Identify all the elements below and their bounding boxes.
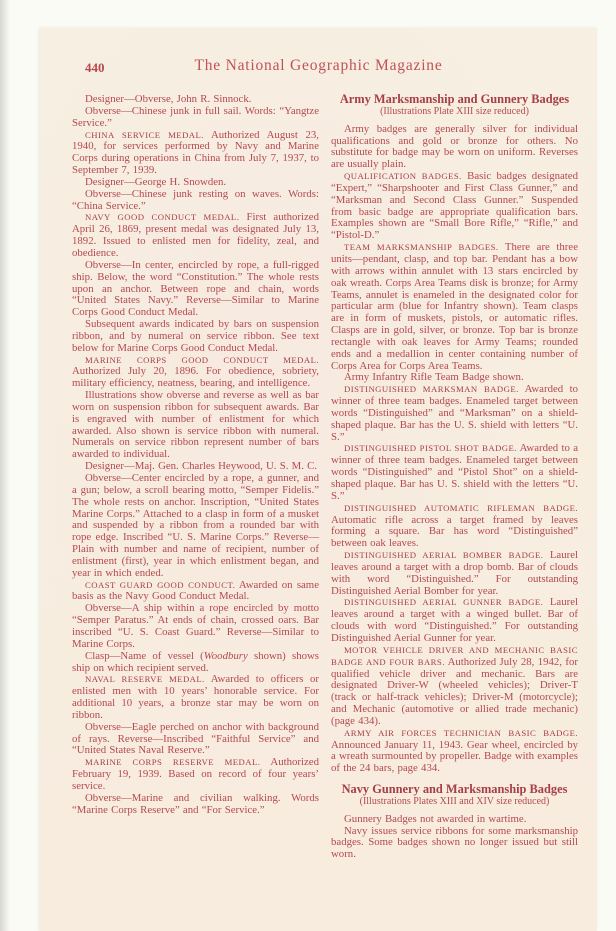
text-run: Authorized February 19, 1939. Based on record of four years’ service.: [72, 756, 319, 792]
text-run: DISTINGUISHED AERIAL BOMBER BADGE.: [344, 550, 544, 561]
paragraph: [331, 550, 578, 597]
paragraph: [72, 189, 319, 213]
text-run: Navy Gunnery and Marksmanship Badges: [341, 782, 568, 797]
text-run: NAVAL RESERVE MEDAL.: [85, 674, 205, 685]
text-run: Awarded to winner of three team badges. Enameled target between words “Distinguished” and “Marksman” on a shield-shaped plaque. Bar has the U. S. shield with letters “U. S.”: [331, 383, 578, 443]
text-run: DISTINGUISHED PISTOL SHOT BADGE.: [344, 443, 517, 454]
text-run: Laurel leaves around a target with a winged bullet. Bar of clouds with word “Distinguished.” For outstanding Distinguished Aerial Gunner for year.: [331, 596, 578, 644]
text-run: DISTINGUISHED AUTOMATIC RIFLEMAN BADGE.: [344, 502, 578, 513]
paragraph: [331, 124, 578, 171]
text-run: Army badges are generally silver for individual qualifications and gold or bronze for others. No substitute for badge may be worn on uniform. Reverses are usually plain.: [331, 122, 578, 171]
text-run: Authorized July 28, 1942, for qualified vehicle driver and mechanic. Bars are designated Driver-W (wheeled vehicles); Driver-T (track or half-track vehicles); Driver-M (motorcycle); and Mechanic (automotive or allied trade mechanic) (page 434).: [331, 655, 578, 727]
text-run: Army Infantry Rifle Team Badge shown.: [344, 371, 524, 384]
text-run: (Illustrations Plate XIII size reduced): [380, 105, 529, 117]
page-title: The National Geographic Magazine: [194, 57, 443, 74]
text-run: DISTINGUISHED MARKSMAN BADGE.: [344, 384, 519, 395]
text-run: QUALIFICATION BADGES.: [344, 171, 462, 182]
paragraph: [72, 355, 319, 391]
paragraph: [72, 757, 319, 793]
paragraph: [331, 443, 578, 502]
text-run: Navy issues service ribbons for some marksmanship badges. Some badges shown no longer issued but still worn.: [331, 824, 578, 861]
paragraph: [331, 645, 578, 728]
text-run: Announced January 11, 1943. Gear wheel, encircled by a wreath surmounted by propeller. Badge with examples of the 24 bars, page 434.: [331, 738, 578, 775]
text-run: COAST GUARD GOOD CONDUCT.: [85, 579, 236, 590]
text-run: First authorized April 26, 1869, present medal was designated July 13, 1892. Issued to enlisted men for fidelity, zeal, and obedience.: [72, 211, 319, 259]
paragraph: [331, 171, 578, 242]
text-run: There are three units—pendant, clasp, and top bar. Pendant has a bow with arrows within annulet with 13 stars encircled by oak wreath. Corps Area Teams disk is bronze; for Army Teams, annulet is enameled in the designated color for particular arm (blue for Infantry shown). Team clasps are in form of muskets, pistols, or automatic rifles. Clasps are in gold, silver, or bronze. Top bar is bronze rectangle with oak leaves for Army Teams; rounded ends and a medallion in center containing number of Corps Area for Corps Area Teams.: [331, 241, 578, 372]
text-run: Automatic rifle across a target framed by leaves forming a square. Bar has word “Distinguished” between oak leaves.: [331, 513, 578, 550]
text-run: TEAM MARKSMANSHIP BADGES.: [344, 242, 499, 253]
paragraph: [72, 260, 319, 319]
text-run: Obverse—Eagle perched on anchor with background of rays. Reverse—Inscribed “Faithful Service” and “United States Naval Reserve.”: [72, 720, 319, 757]
paragraph: [331, 242, 578, 372]
paragraph: [331, 597, 578, 644]
text-run: Obverse—Center encircled by a rope, a gunner, and a gun; below, a scroll bearing motto, “Semper Fidelis.” The whole rests on anchor. Inscription, “United States Marine Corps.” Attached to a clasp in form of a musket and suspended by a ribbon from a rounded bar with rope edge. Inscribed “U. S. Marine Corps.” Reverse—Plain with number and name of recipient, number of enlistment (first), year in which enlistment began, and year in which ended.: [72, 472, 319, 579]
text-run: CHINA SERVICE MEDAL.: [85, 129, 204, 140]
paragraph: [72, 580, 319, 604]
text-run: Woodbury: [203, 649, 248, 662]
paragraph: [72, 674, 319, 721]
text-run: Gunnery Badges not awarded in wartime.: [344, 812, 527, 825]
text-run: Designer—George H. Snowden.: [85, 175, 227, 188]
text-run: MARINE CORPS RESERVE MEDAL.: [85, 757, 261, 768]
text-run: Authorized August 23, 1940, for services performed by Navy and Marine Corps during operations in China from July 7, 1937, to September 7, 1939.: [72, 128, 319, 177]
plate-note: [331, 796, 578, 808]
plate-note: [331, 106, 578, 118]
paragraph: [331, 728, 578, 775]
paragraph: [331, 503, 578, 550]
page-number: 440: [85, 60, 105, 75]
magazine-page: [40, 28, 597, 931]
text-run: Army Marksmanship and Gunnery Badges: [339, 92, 570, 106]
text-run: Obverse—In center, encircled by rope, a full-rigged ship. Below, the word “Constitution.” The whole rests upon an anchor. Between rope and chain, words “United States Navy.” Reverse—Similar to Marine Corps Good Conduct Medal.: [72, 258, 319, 319]
text-run: MOTOR VEHICLE DRIVER AND MECHANIC BASIC BADGE AND FOUR BARS.: [331, 644, 578, 667]
text-run: Subsequent awards indicated by bars on suspension ribbon, and by numeral on service ribbon. See text below for Marine Corps Good Conduct Medal.: [72, 318, 319, 354]
text-run: NAVY GOOD CONDUCT MEDAL.: [85, 212, 240, 223]
text-run: Obverse—Marine and civilian walking. Words “Marine Corps Reserve” and “For Service.”: [72, 791, 319, 816]
text-run: DISTINGUISHED AERIAL GUNNER BADGE.: [344, 597, 544, 608]
paragraph: [72, 106, 319, 130]
paragraph: [331, 384, 578, 443]
text-run: Authorized July 20, 1896. For obedience, sobriety, military efficiency, neatness, bearing, and intelligence.: [72, 365, 319, 390]
text-run: shown) shows ship on which recipient served.: [72, 649, 319, 674]
text-run: Obverse—Chinese junk resting on waves. Words: “China Service.”: [72, 187, 319, 212]
text-run: Obverse—Chinese junk in full sail. Words: “Yangtze Service.”: [72, 104, 319, 129]
right-column: [331, 94, 578, 861]
paragraph: [72, 722, 319, 758]
page-header: [40, 57, 597, 79]
paragraph: [72, 212, 319, 259]
text-run: Awarded on same basis as the Navy Good Conduct Medal.: [72, 578, 319, 603]
text-run: (Illustrations Plates XIII and XIV size reduced): [359, 795, 550, 807]
text-run: MARINE CORPS GOOD CONDUCT MEDAL.: [85, 354, 319, 365]
paragraph: [72, 319, 319, 355]
paragraph: [72, 130, 319, 177]
paragraph: [72, 390, 319, 461]
section-heading: [331, 94, 578, 106]
text-run: Basic badges designated “Expert,” “Sharpshooter and First Class Gunner,” and “Marksman and Second Class Gunner.” Suspended from basic badge are appropriate qualification bars. Examples shown are “Small Bore Rifle,” “Rifle,” and “Pistol-D.”: [331, 170, 578, 242]
paragraph: [331, 826, 578, 862]
text-run: Illustrations show obverse and reverse as well as bar worn on suspension ribbon for subsequent awards. Bar is engraved with number of enlistment for which awarded. Also shown is service ribbon with numeral. Numerals on service ribbon represent number of bars awarded to individual.: [72, 389, 319, 461]
text-run: ARMY AIR FORCES TECHNICIAN BASIC BADGE.: [344, 727, 578, 738]
text-run: Designer—Obverse, John R. Sinnock.: [85, 93, 252, 105]
text-columns: [40, 94, 597, 861]
left-column: [72, 94, 319, 861]
text-run: Clasp—Name of vessel (: [85, 649, 204, 662]
paragraph: [72, 793, 319, 817]
paragraph: [72, 603, 319, 650]
text-run: Laurel leaves around a target with a drop bomb. Bar of clouds with word “Distinguished.” For outstanding Distinguished Aerial Bomber for year.: [331, 549, 578, 597]
section-heading: [331, 784, 578, 796]
paragraph: [72, 473, 319, 580]
text-run: Awarded to officers or enlisted men with 10 years’ honorable service. For additional 10 years, a bronze star may be worn on ribbon.: [72, 673, 320, 721]
text-run: Awarded to a winner of three team badges. Enameled target between words “Distinguished” and “Pistol Shot” on a shield-shaped plaque. Bar has U. S. shield with the letters “U. S.”: [331, 442, 578, 502]
text-run: Obverse—A ship within a rope encircled by motto “Semper Paratus.” At ends of chain, crossed oars. Bar inscribed “U. S. Coast Guard.” Reverse—Similar to Marine Corps.: [72, 602, 319, 650]
paragraph: [72, 651, 319, 675]
text-run: Designer—Maj. Gen. Charles Heywood, U. S. M. C.: [85, 460, 318, 473]
